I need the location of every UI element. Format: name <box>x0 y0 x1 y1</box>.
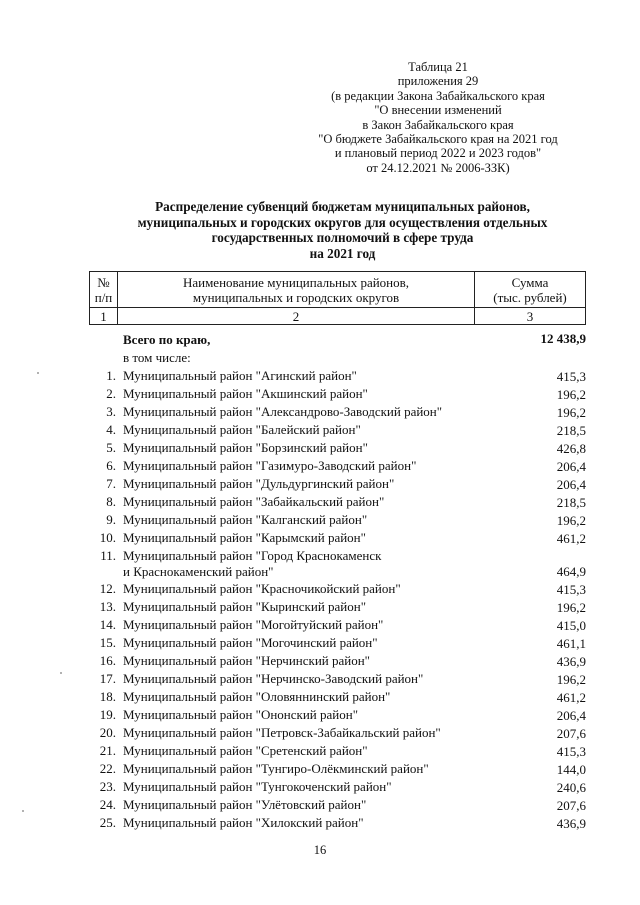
subvention-amount: 415,3 <box>556 369 586 384</box>
scan-speck <box>60 672 62 674</box>
row-number: 7. <box>106 476 116 491</box>
district-name: Муниципальный район "Балейский район" <box>123 422 361 437</box>
header-line: (в редакции Закона Забайкальского края <box>331 88 545 103</box>
district-name: Муниципальный район "Акшинский район" <box>123 386 368 401</box>
subvention-amount: 196,2 <box>556 405 586 420</box>
table-row <box>89 616 586 634</box>
row-number: 9. <box>106 512 116 527</box>
scan-speck <box>22 810 24 812</box>
total-label: Всего по краю, <box>123 332 211 347</box>
row-number: 19. <box>99 707 116 722</box>
district-name-line: и Краснокаменский район" <box>123 563 274 579</box>
header-line: от 24.12.2021 № 2006-ЗЗК) <box>366 160 510 175</box>
row-number: 5. <box>106 440 116 455</box>
table-row <box>89 385 586 403</box>
subvention-amount: 415,3 <box>556 744 586 759</box>
table-row <box>89 706 586 724</box>
subvention-amount: 144,0 <box>556 762 586 777</box>
row-number: 17. <box>99 671 116 686</box>
row-number: 8. <box>106 494 116 509</box>
col-sum-header: Сумма (тыс. рублей) <box>475 272 586 308</box>
table-header <box>89 271 586 325</box>
district-name: Муниципальный район "Александрово-Заводский район" <box>123 404 443 419</box>
table-row <box>89 421 586 439</box>
subvention-amount: 415,0 <box>556 618 586 633</box>
subvention-amount: 464,9 <box>556 564 586 579</box>
header-line: "О бюджете Забайкальского края на 2021 год <box>318 132 558 147</box>
table-row <box>89 439 586 457</box>
subvention-amount: 196,2 <box>556 513 586 528</box>
subvention-amount: 196,2 <box>556 600 586 615</box>
subvention-amount: 436,9 <box>556 816 586 831</box>
table-body <box>89 331 586 832</box>
district-name: Муниципальный район "Дульдургинский район" <box>123 476 395 491</box>
table-row <box>89 403 586 421</box>
table-row <box>89 634 586 652</box>
subvention-amount: 207,6 <box>556 798 586 813</box>
district-name: Муниципальный район "Тунгокоченский район" <box>123 779 392 794</box>
subvention-amount: 196,2 <box>556 672 586 687</box>
table-row <box>89 580 586 598</box>
subvention-amount: 218,5 <box>556 423 586 438</box>
table-row <box>89 529 586 547</box>
table-row <box>89 796 586 814</box>
header-line: "О внесении изменений <box>374 103 502 118</box>
row-number: 4. <box>106 422 116 437</box>
title-line: Распределение субвенций бюджетам муниципальных районов, <box>155 199 530 214</box>
table-row <box>89 742 586 760</box>
col-num-header: № п/п <box>90 272 118 308</box>
col-index-2: 2 <box>118 308 475 325</box>
row-number: 2. <box>106 386 116 401</box>
district-name: Муниципальный район "Калганский район" <box>123 512 368 527</box>
subtotal-row <box>89 349 586 367</box>
page-number: 16 <box>313 843 327 857</box>
row-number: 24. <box>99 797 116 812</box>
subvention-amount: 426,8 <box>556 441 586 456</box>
title-line: на 2021 год <box>309 245 376 261</box>
subvention-amount: 461,1 <box>556 636 586 651</box>
header-line: и плановый период 2022 и 2023 годов" <box>334 146 542 161</box>
title-line: государственных полномочий в сфере труда <box>211 230 474 246</box>
total-row <box>89 331 586 349</box>
district-name: Муниципальный район "Ононский район" <box>123 707 359 722</box>
table-row <box>89 652 586 670</box>
subvention-amount: 207,6 <box>556 726 586 741</box>
table-row <box>89 814 586 832</box>
table-row <box>89 688 586 706</box>
district-rows <box>89 367 586 832</box>
district-name: Муниципальный район "Петровск-Забайкальский район" <box>123 725 441 740</box>
district-name: Муниципальный район "Забайкальский район" <box>123 494 385 509</box>
table-row <box>89 670 586 688</box>
table-row <box>89 598 586 616</box>
district-name: Муниципальный район "Нерчинский район" <box>123 653 370 668</box>
col-index-1: 1 <box>90 308 118 325</box>
district-name: Муниципальный район "Могойтуйский район" <box>123 617 384 632</box>
subvention-amount: 461,2 <box>556 531 586 546</box>
row-number: 14. <box>99 617 116 632</box>
table-row <box>89 475 586 493</box>
table-row <box>89 760 586 778</box>
subvention-amount: 218,5 <box>556 495 586 510</box>
table-row <box>89 493 586 511</box>
row-number: 1. <box>106 368 116 383</box>
subvention-amount: 206,4 <box>556 708 586 723</box>
col-index-3: 3 <box>475 308 586 325</box>
header-line: в Закон Забайкальского края <box>362 117 514 132</box>
district-name: Муниципальный район "Хилокский район" <box>123 815 364 830</box>
district-name: Муниципальный район "Карымский район" <box>123 530 366 545</box>
row-number: 15. <box>99 635 116 650</box>
row-number: 6. <box>106 458 116 473</box>
row-number: 16. <box>99 653 116 668</box>
row-number: 13. <box>99 599 116 614</box>
table-row <box>89 511 586 529</box>
subvention-amount: 415,3 <box>556 582 586 597</box>
district-name: Муниципальный район "Нерчинско-Заводский район" <box>123 671 424 686</box>
row-number: 11. <box>100 548 116 563</box>
subvention-amount: 206,4 <box>556 459 586 474</box>
row-number: 23. <box>99 779 116 794</box>
row-number: 3. <box>106 404 116 419</box>
title-line: муниципальных и городских округов для осуществления отдельных <box>137 214 548 230</box>
district-name: Муниципальный район "Красночикойский район" <box>123 581 401 596</box>
subtotal-label: в том числе: <box>123 350 191 365</box>
appendix-header <box>290 60 586 175</box>
table-row <box>89 547 586 580</box>
district-name <box>123 548 503 579</box>
col-name-header: Наименование муниципальных районов, муниципальных и городских округов <box>118 272 475 308</box>
document-title <box>100 199 585 261</box>
row-number: 22. <box>99 761 116 776</box>
district-name: Муниципальный район "Улётовский район" <box>123 797 367 812</box>
subvention-amount: 240,6 <box>556 780 586 795</box>
table-row <box>89 367 586 385</box>
row-number: 12. <box>99 581 116 596</box>
district-name-line: Муниципальный район "Город Краснокаменск <box>123 548 382 563</box>
header-line: приложения 29 <box>397 74 479 89</box>
district-name: Муниципальный район "Газимуро-Заводский район" <box>123 458 417 473</box>
row-number: 10. <box>99 530 116 545</box>
subvention-amount: 206,4 <box>556 477 586 492</box>
scan-speck <box>37 372 39 374</box>
district-name: Муниципальный район "Сретенский район" <box>123 743 368 758</box>
row-number: 18. <box>99 689 116 704</box>
district-name: Муниципальный район "Борзинский район" <box>123 440 368 455</box>
table-row <box>89 457 586 475</box>
subvention-amount: 436,9 <box>556 654 586 669</box>
row-number: 20. <box>99 725 116 740</box>
district-name: Муниципальный район "Оловяннинский район" <box>123 689 391 704</box>
row-number: 25. <box>99 815 116 830</box>
total-value: 12 438,9 <box>540 331 586 346</box>
district-name: Муниципальный район "Агинский район" <box>123 368 357 383</box>
district-name: Муниципальный район "Тунгиро-Олёкминский район" <box>123 761 429 776</box>
table-row <box>89 778 586 796</box>
header-line: Таблица 21 <box>408 60 468 74</box>
row-number: 21. <box>99 743 116 758</box>
table-row <box>89 724 586 742</box>
district-name: Муниципальный район "Могочинский район" <box>123 635 378 650</box>
subvention-amount: 461,2 <box>556 690 586 705</box>
district-name: Муниципальный район "Кыринский район" <box>123 599 367 614</box>
subvention-amount: 196,2 <box>556 387 586 402</box>
